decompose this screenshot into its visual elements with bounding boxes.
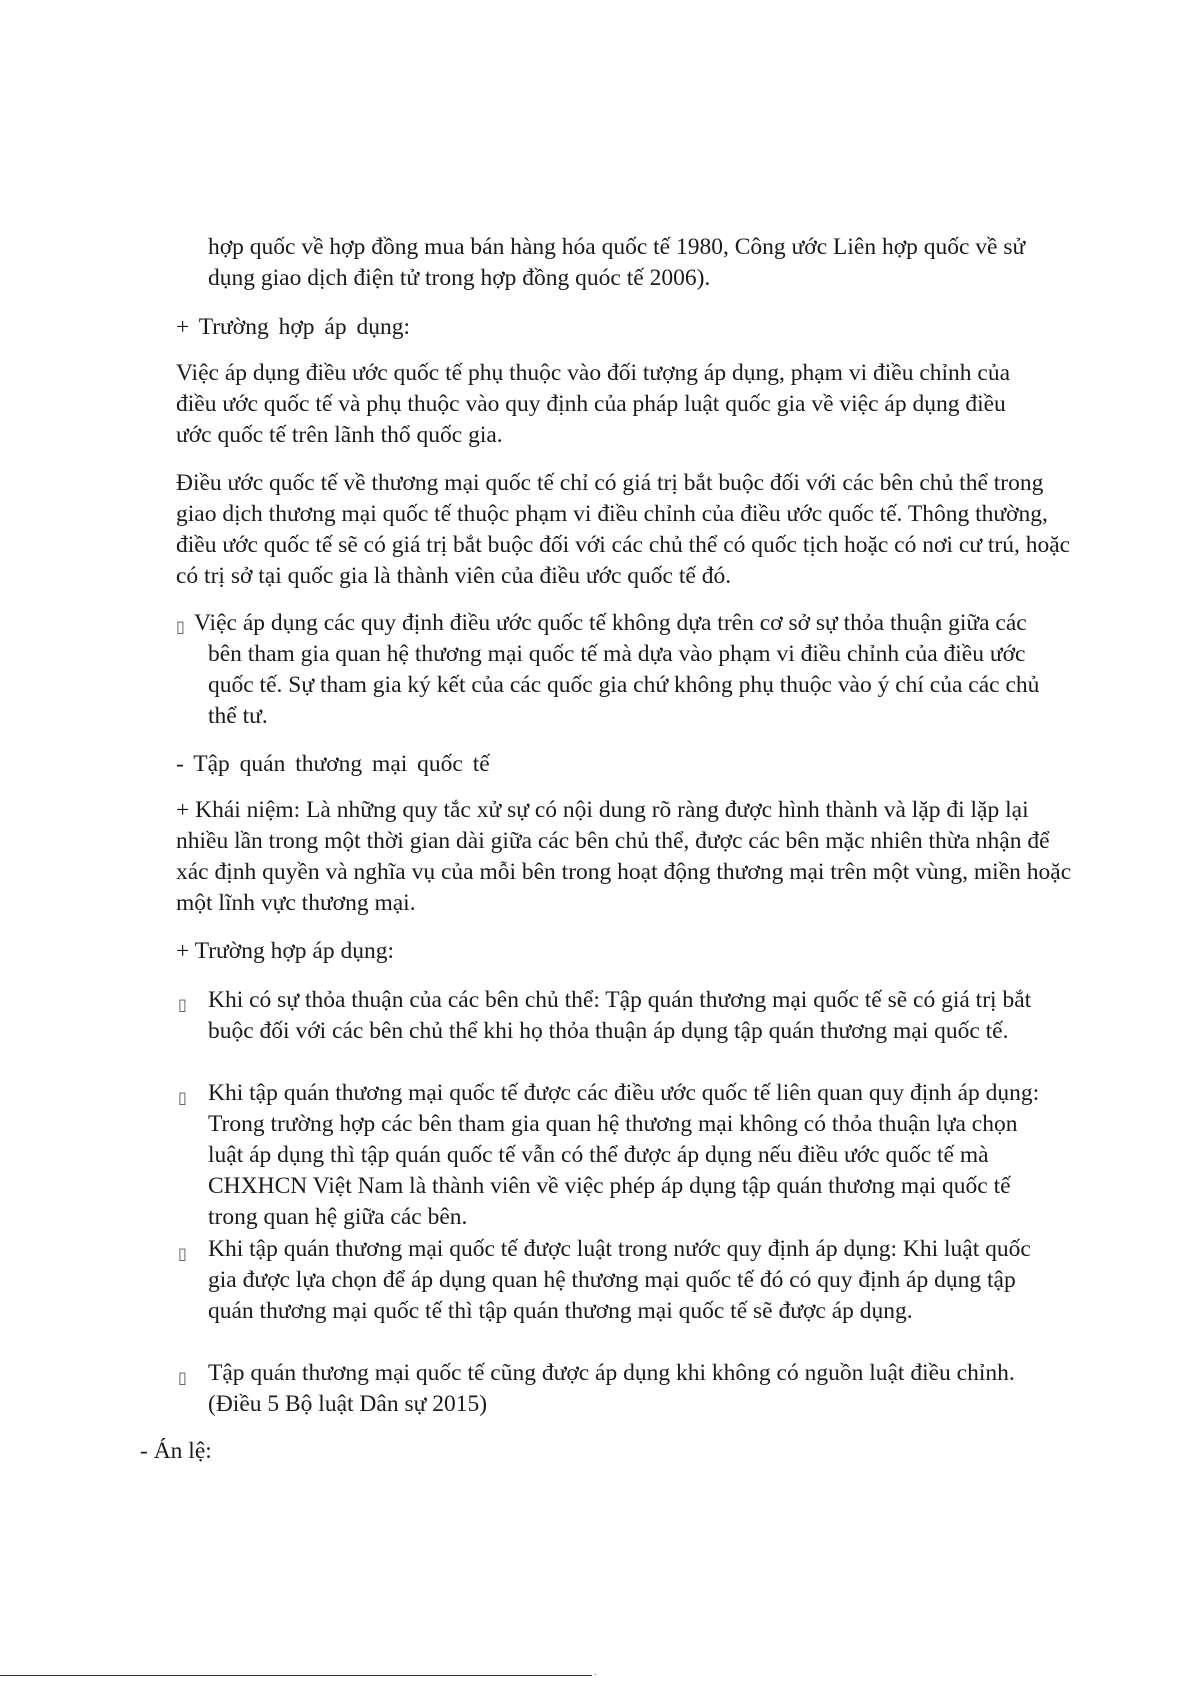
heading-application-cases-1: + Trường hợp áp dụng: xyxy=(176,314,410,340)
paragraph-treaty-continuation: hợp quốc về hợp đồng mua bán hàng hóa quốc tế 1980, Công ước Liên hợp quốc về sử dụng giao dịch điện tử trong hợp đồng quóc tế 2006). xyxy=(208,234,1026,291)
paragraph-treaty-binding: Điều ước quốc tế về thương mại quốc tế chỉ có giá trị bắt buộc đối với các bên chủ thể trong giao dịch thương mại quốc tế thuộc phạm vi điều chỉnh của điều ước quốc tế. Thông thường, điều ước quốc tế sẽ có giá trị bắt buộc đối với các chủ thể có quốc tịch hoặc có nơi cư trú, hoặc có trị sở tại quốc gia là thành viên của điều ước quốc tế đó. xyxy=(176,470,1071,589)
missing-glyph-box-icon: ▯ xyxy=(178,1088,187,1107)
heading-case-law: - Án lệ: xyxy=(140,1438,212,1464)
bullet-item-domestic-law: Khi tập quán thương mại quốc tế được luật trong nước quy định áp dụng: Khi luật quốc gia được lựa chọn để áp dụng quan hệ thương mại quốc tế đó có quy định áp dụng tập quán thương mại quốc tế thì tập quán thương mại quốc tế sẽ được áp dụng. xyxy=(208,1236,1031,1324)
missing-glyph-box-icon: ▯ xyxy=(176,617,185,636)
bullet-item-no-legal-source: Tập quán thương mại quốc tế cũng được áp dụng khi không có nguồn luật điều chỉnh. (Điều 5 Bộ luật Dân sự 2015) xyxy=(208,1360,1015,1417)
paragraph-treaty-application: Việc áp dụng điều ước quốc tế phụ thuộc vào đối tượng áp dụng, phạm vi điều chỉnh của điều ước quốc tế và phụ thuộc vào quy định của pháp luật quốc gia về việc áp dụng điều ước quốc tế trên lãnh thổ quốc gia. xyxy=(176,360,1011,448)
bullet-item-agreement: Khi có sự thỏa thuận của các bên chủ thể: Tập quán thương mại quốc tế sẽ có giá trị bắt buộc đối với các bên chủ thể khi họ thỏa thuận áp dụng tập quán thương mại quốc tế. xyxy=(208,987,1032,1044)
paragraph-treaty-note: Việc áp dụng các quy định điều ước quốc tế không dựa trên cơ sở sự thỏa thuận giữa các bên tham gia quan hệ thương mại quốc tế mà dựa vào phạm vi điều chỉnh của điều ước quốc tế. Sự tham gia ký kết của các quốc gia chứ không phụ thuộc vào ý chí của các chủ thể tư. xyxy=(194,610,1040,729)
footer-mark: . xyxy=(594,1667,597,1678)
heading-application-cases-2: + Trường hợp áp dụng: xyxy=(176,938,394,964)
paragraph-custom-concept: + Khái niệm: Là những quy tắc xử sự có nội dung rõ ràng được hình thành và lặp đi lặp lại nhiều lần trong một thời gian dài giữa các bên chủ thể, được các bên mặc nhiên thừa nhận để xác định quyền và nghĩa vụ của mỗi bên trong hoạt động thương mại trên một vùng, miền hoặc một lĩnh vực thương mại. xyxy=(176,797,1072,916)
missing-glyph-box-icon: ▯ xyxy=(178,1244,187,1263)
missing-glyph-box-icon: ▯ xyxy=(178,1368,187,1387)
missing-glyph-box-icon: ▯ xyxy=(178,995,187,1014)
footer-rule xyxy=(0,1675,592,1676)
bullet-item-treaty-provision: Khi tập quán thương mại quốc tế được các điều ước quốc tế liên quan quy định áp dụng: Trong trường hợp các bên tham gia quan hệ thương mại không có thỏa thuận lựa chọn luật áp dụng thì tập quán quốc tế vẫn có thể được áp dụng nếu điều ước quốc tế mà CHXHCN Việt Nam là thành viên về việc phép áp dụng tập quán thương mại quốc tế trong quan hệ giữa các bên. xyxy=(208,1080,1040,1230)
heading-international-custom: - Tập quán thương mại quốc tế xyxy=(176,751,490,777)
